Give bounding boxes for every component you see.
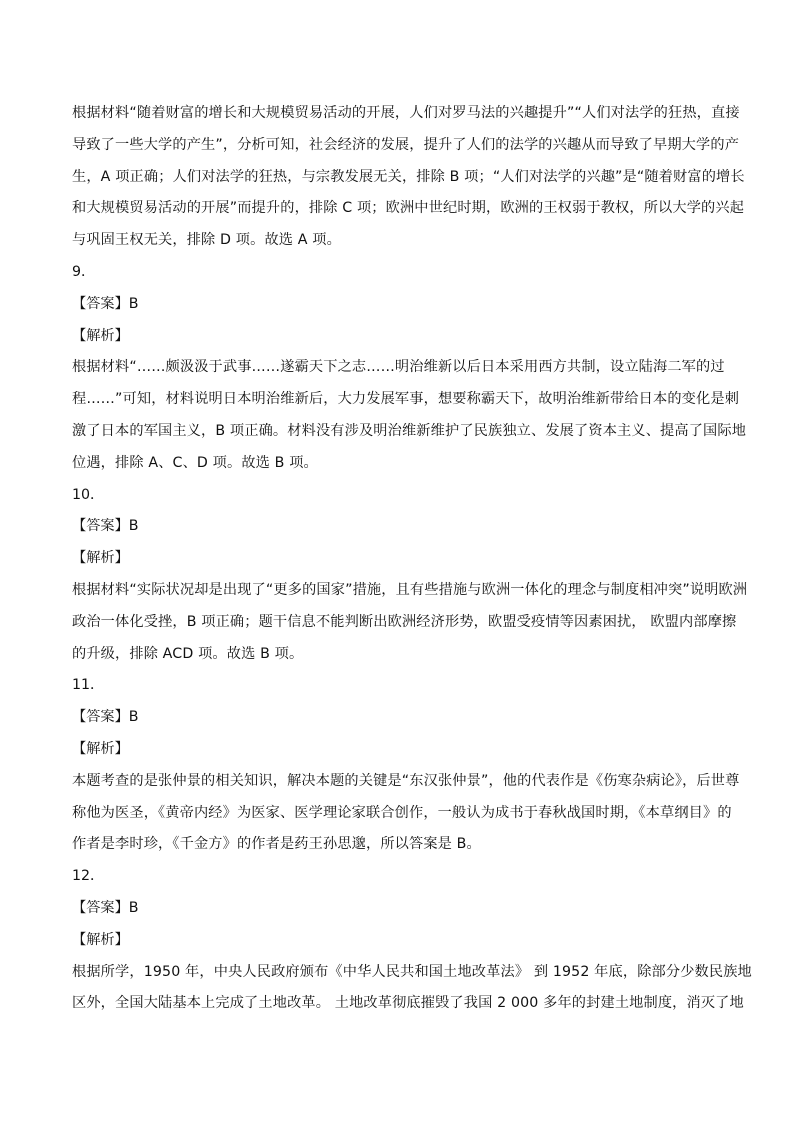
analysis-label: 【解析】 <box>72 327 129 344</box>
paragraph-line: 本题考查的是张仲景的相关知识，解决本题的关键是“东汉张仲景”，他的代表作是《伤寒杂病论》，后世尊 <box>72 772 740 789</box>
question-number: 10． <box>72 486 105 503</box>
q11-analysis-paragraph <box>72 766 740 861</box>
analysis-label: 【解析】 <box>72 740 129 757</box>
paragraph-line: 根据所学，1950 年，中央人民政府颁布《中华人民共和国土地改革法》 到 1952 年底，除部分少数民族地 <box>72 963 752 980</box>
paragraph-line: 和大规模贸易活动的开展”而提升的，排除 C 项；欧洲中世纪时期，欧洲的王权弱于教权，所以大学的兴起 <box>72 200 745 217</box>
q8-analysis-paragraph <box>72 98 745 257</box>
paragraph-line: 激了日本的军国主义，B 项正确。材料没有涉及明治维新维护了民族独立、发展了资本主义、提高了国际地 <box>72 422 747 439</box>
paragraph-line: 称他为医圣，《黄帝内经》为医家、医学理论家联合创作，一般认为成书于春秋战国时期，《本草纲目》的 <box>72 804 732 821</box>
paragraph-line: 位遇，排除 A、C、D 项。故选 B 项。 <box>72 454 318 471</box>
paragraph-line: 政治一体化受挫，B 项正确；题干信息不能判断出欧洲经济形势，欧盟受疫情等因素困扰， 欧盟内部摩擦 <box>72 613 737 630</box>
paragraph-line: 与巩固王权无关，排除 D 项。故选 A 项。 <box>72 232 341 249</box>
paragraph-line: 程……”可知，材料说明日本明治维新后，大力发展军事，想要称霸天下，故明治维新带给日本的变化是刺 <box>72 391 740 408</box>
answer-label: 【答案】B <box>72 709 139 726</box>
question-number: 9． <box>72 263 96 280</box>
analysis-label: 【解析】 <box>72 931 129 948</box>
paragraph-line: 区外，全国大陆基本上完成了土地改革。 土地改革彻底摧毁了我国 2 000 多年的封建土地制度，消灭了地 <box>72 995 744 1012</box>
answer-label: 【答案】B <box>72 899 139 916</box>
paragraph-line: 生，A 项正确；人们对法学的狂热，与宗教发展无关，排除 B 项；“人们对法学的兴趣”是“随着财富的增长 <box>72 168 745 185</box>
paragraph-line: 导致了一些大学的产生”，分析可知，社会经济的发展，提升了人们的法学的兴趣从而导致了早期大学的产 <box>72 136 740 153</box>
paragraph-line: 根据材料“……颇汲汲于武事……遂霸天下之志……明治维新以后日本采用西方共制，设立陆海二军的过 <box>72 359 725 376</box>
paragraph-line: 作者是李时珍，《千金方》的作者是药王孙思邈，所以答案是 B。 <box>72 836 481 853</box>
paragraph-line: 根据材料“实际状况却是出现了“更多的国家”措施，且有些措施与欧洲一体化的理念与制度相冲突”说明欧洲 <box>72 581 748 598</box>
answer-label: 【答案】B <box>72 295 139 312</box>
page-content <box>72 98 752 1020</box>
question-number: 12． <box>72 868 105 885</box>
paragraph-line: 的升级，排除 ACD 项。故选 B 项。 <box>72 645 304 662</box>
paragraph-line: 根据材料“随着财富的增长和大规模贸易活动的开展，人们对罗马法的兴趣提升”“人们对法学的狂热，直接 <box>72 105 740 121</box>
q12-analysis-paragraph <box>72 957 752 1021</box>
answer-label: 【答案】B <box>72 518 139 535</box>
q9-analysis-paragraph <box>72 352 747 479</box>
q10-analysis-paragraph <box>72 575 748 670</box>
analysis-label: 【解析】 <box>72 550 129 567</box>
question-number: 11． <box>72 677 105 694</box>
